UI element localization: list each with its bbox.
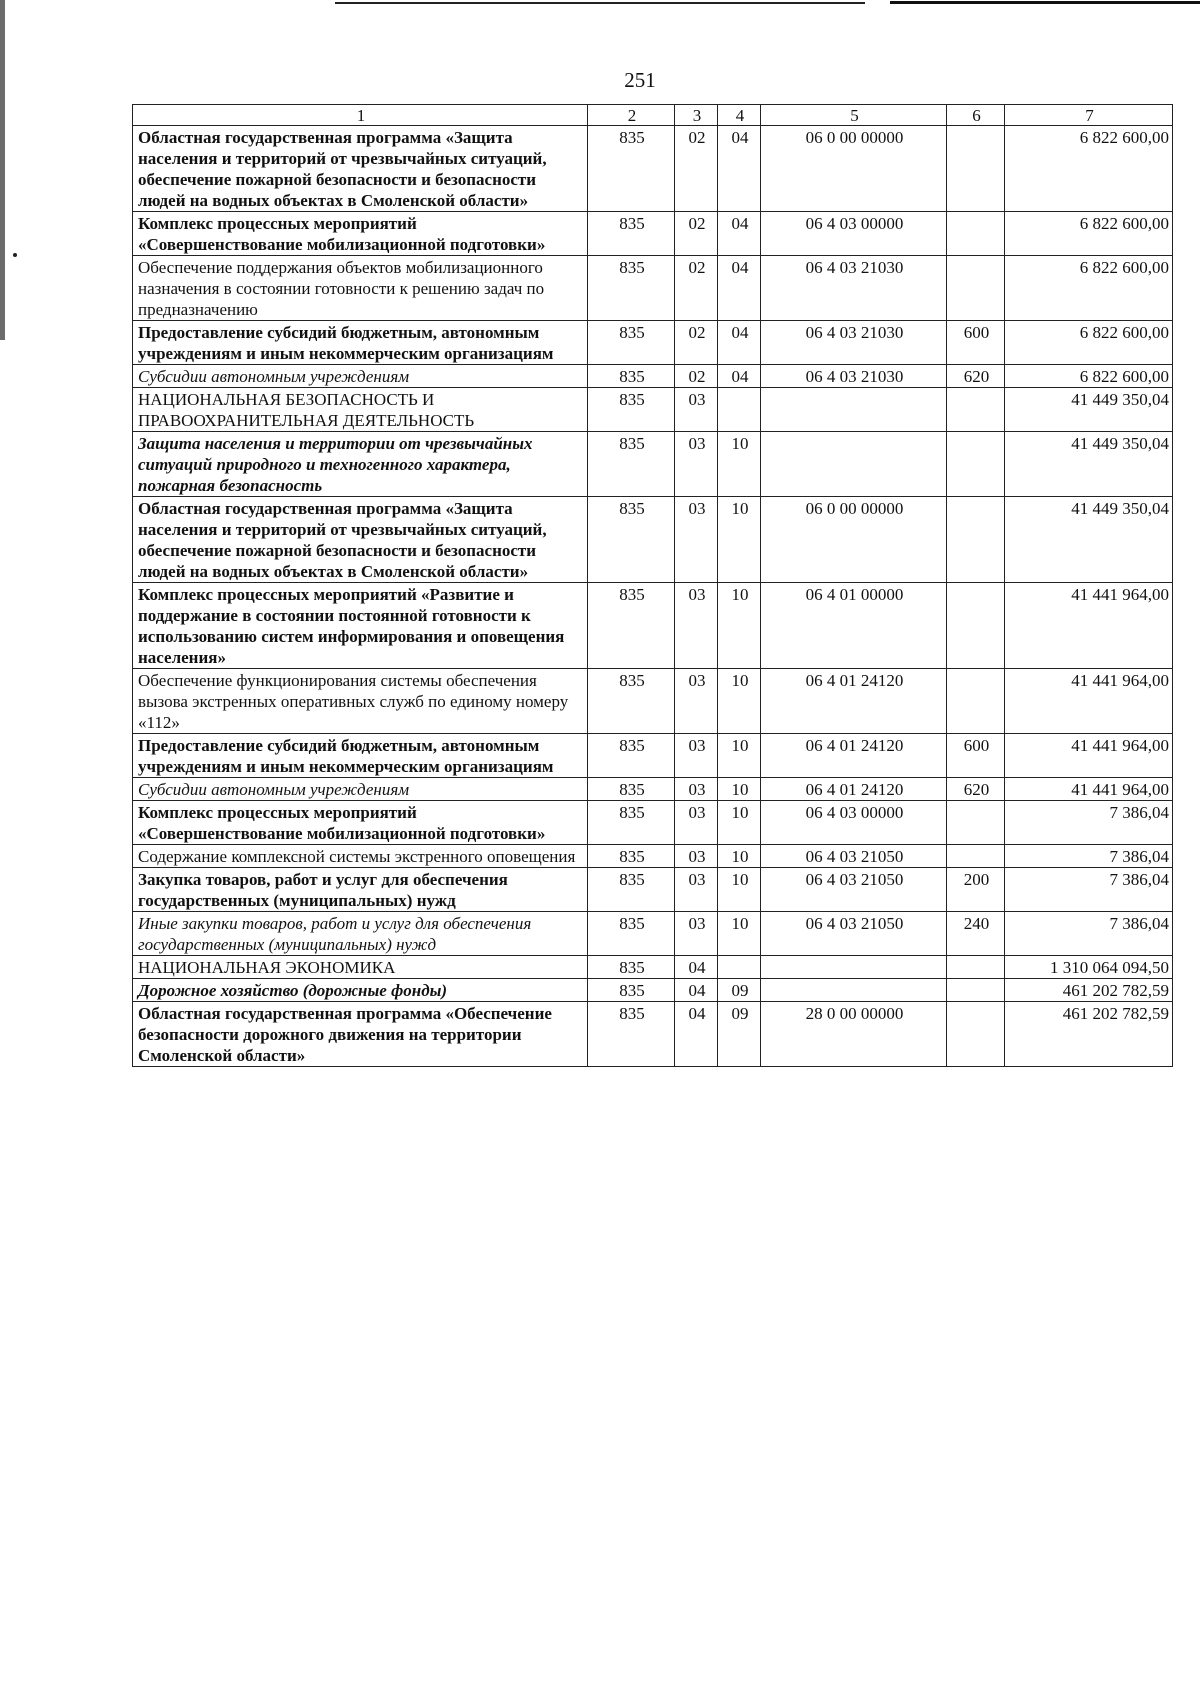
amount: 461 202 782,59 xyxy=(1005,1002,1173,1067)
subsection-code xyxy=(718,388,761,432)
section-code: 03 xyxy=(675,801,718,845)
section-code: 03 xyxy=(675,497,718,583)
section-code: 02 xyxy=(675,256,718,321)
ministry-code: 835 xyxy=(588,583,675,669)
expense-type-code xyxy=(947,956,1005,979)
expense-type-code xyxy=(947,583,1005,669)
item-name: Дорожное хозяйство (дорожные фонды) xyxy=(133,979,588,1002)
table-row xyxy=(133,388,1173,432)
expense-type-code: 600 xyxy=(947,321,1005,365)
ministry-code: 835 xyxy=(588,388,675,432)
section-code: 03 xyxy=(675,845,718,868)
column-header: 7 xyxy=(1005,105,1173,126)
target-article-code: 06 4 01 00000 xyxy=(761,583,947,669)
ministry-code: 835 xyxy=(588,365,675,388)
margin-dot xyxy=(13,253,17,257)
item-name: Предоставление субсидий бюджетным, автономным учреждениям и иным некоммерческим организациям xyxy=(133,321,588,365)
amount: 6 822 600,00 xyxy=(1005,365,1173,388)
table-row xyxy=(133,979,1173,1002)
item-name: Комплекс процессных мероприятий «Развитие и поддержание в состоянии постоянной готовности к использованию систем информирования и оповещения населения» xyxy=(133,583,588,669)
expense-type-code xyxy=(947,845,1005,868)
subsection-code: 10 xyxy=(718,497,761,583)
amount: 6 822 600,00 xyxy=(1005,256,1173,321)
column-header: 6 xyxy=(947,105,1005,126)
target-article-code: 06 4 01 24120 xyxy=(761,778,947,801)
table-row xyxy=(133,432,1173,497)
expense-type-code xyxy=(947,497,1005,583)
expense-type-code xyxy=(947,388,1005,432)
section-code: 02 xyxy=(675,365,718,388)
amount: 7 386,04 xyxy=(1005,845,1173,868)
subsection-code: 10 xyxy=(718,845,761,868)
subsection-code: 04 xyxy=(718,126,761,212)
item-name: Субсидии автономным учреждениям xyxy=(133,778,588,801)
table-row xyxy=(133,126,1173,212)
table-row xyxy=(133,497,1173,583)
budget-table xyxy=(132,104,1173,1067)
column-header: 2 xyxy=(588,105,675,126)
target-article-code: 06 4 03 21030 xyxy=(761,321,947,365)
expense-type-code xyxy=(947,126,1005,212)
item-name: Содержание комплексной системы экстренного оповещения xyxy=(133,845,588,868)
ministry-code: 835 xyxy=(588,432,675,497)
ministry-code: 835 xyxy=(588,321,675,365)
item-name: Комплекс процессных мероприятий «Совершенствование мобилизационной подготовки» xyxy=(133,212,588,256)
item-name: НАЦИОНАЛЬНАЯ БЕЗОПАСНОСТЬ И ПРАВООХРАНИТЕЛЬНАЯ ДЕЯТЕЛЬНОСТЬ xyxy=(133,388,588,432)
ministry-code: 835 xyxy=(588,979,675,1002)
ministry-code: 835 xyxy=(588,126,675,212)
subsection-code: 10 xyxy=(718,734,761,778)
expense-type-code xyxy=(947,801,1005,845)
expense-type-code xyxy=(947,256,1005,321)
ministry-code: 835 xyxy=(588,212,675,256)
subsection-code: 10 xyxy=(718,583,761,669)
table-row xyxy=(133,912,1173,956)
table-row xyxy=(133,868,1173,912)
subsection-code: 10 xyxy=(718,801,761,845)
subsection-code: 04 xyxy=(718,365,761,388)
expense-type-code xyxy=(947,212,1005,256)
target-article-code xyxy=(761,956,947,979)
item-name: Закупка товаров, работ и услуг для обеспечения государственных (муниципальных) нужд xyxy=(133,868,588,912)
section-code: 03 xyxy=(675,432,718,497)
amount: 41 449 350,04 xyxy=(1005,432,1173,497)
target-article-code: 06 4 03 21030 xyxy=(761,365,947,388)
table-row xyxy=(133,1002,1173,1067)
ministry-code: 835 xyxy=(588,497,675,583)
target-article-code: 06 0 00 00000 xyxy=(761,497,947,583)
subsection-code: 10 xyxy=(718,912,761,956)
target-article-code: 06 4 03 00000 xyxy=(761,801,947,845)
expense-type-code: 600 xyxy=(947,734,1005,778)
amount: 7 386,04 xyxy=(1005,868,1173,912)
target-article-code: 06 4 03 21050 xyxy=(761,912,947,956)
column-header: 3 xyxy=(675,105,718,126)
subsection-code: 04 xyxy=(718,321,761,365)
item-name: Областная государственная программа «Обеспечение безопасности дорожного движения на территории Смоленской области» xyxy=(133,1002,588,1067)
item-name: Областная государственная программа «Защита населения и территорий от чрезвычайных ситуаций, обеспечение пожарной безопасности и безопасности людей на водных объектах в Смоленской области» xyxy=(133,497,588,583)
ministry-code: 835 xyxy=(588,801,675,845)
expense-type-code: 620 xyxy=(947,778,1005,801)
expense-type-code: 620 xyxy=(947,365,1005,388)
amount: 41 441 964,00 xyxy=(1005,669,1173,734)
item-name: Комплекс процессных мероприятий «Совершенствование мобилизационной подготовки» xyxy=(133,801,588,845)
section-code: 03 xyxy=(675,388,718,432)
section-code: 03 xyxy=(675,583,718,669)
amount: 6 822 600,00 xyxy=(1005,212,1173,256)
amount: 41 449 350,04 xyxy=(1005,497,1173,583)
column-header: 1 xyxy=(133,105,588,126)
ministry-code: 835 xyxy=(588,1002,675,1067)
item-name: Предоставление субсидий бюджетным, автономным учреждениям и иным некоммерческим организациям xyxy=(133,734,588,778)
amount: 41 441 964,00 xyxy=(1005,734,1173,778)
subsection-code: 10 xyxy=(718,432,761,497)
amount: 7 386,04 xyxy=(1005,801,1173,845)
subsection-code: 04 xyxy=(718,212,761,256)
target-article-code: 28 0 00 00000 xyxy=(761,1002,947,1067)
section-code: 02 xyxy=(675,126,718,212)
table-row xyxy=(133,669,1173,734)
column-header: 5 xyxy=(761,105,947,126)
ministry-code: 835 xyxy=(588,845,675,868)
section-code: 03 xyxy=(675,778,718,801)
target-article-code: 06 4 03 21050 xyxy=(761,845,947,868)
section-code: 02 xyxy=(675,212,718,256)
item-name: Обеспечение поддержания объектов мобилизационного назначения в состоянии готовности к решению задач по предназначению xyxy=(133,256,588,321)
amount: 41 441 964,00 xyxy=(1005,583,1173,669)
amount: 461 202 782,59 xyxy=(1005,979,1173,1002)
page-number: 251 xyxy=(624,68,656,92)
target-article-code xyxy=(761,432,947,497)
subsection-code: 09 xyxy=(718,979,761,1002)
expense-type-code xyxy=(947,979,1005,1002)
ministry-code: 835 xyxy=(588,778,675,801)
target-article-code: 06 4 03 00000 xyxy=(761,212,947,256)
section-code: 04 xyxy=(675,1002,718,1067)
table-row xyxy=(133,734,1173,778)
target-article-code: 06 4 01 24120 xyxy=(761,669,947,734)
scan-left-edge xyxy=(0,0,5,340)
ministry-code: 835 xyxy=(588,669,675,734)
subsection-code: 10 xyxy=(718,669,761,734)
amount: 7 386,04 xyxy=(1005,912,1173,956)
section-code: 04 xyxy=(675,956,718,979)
amount: 6 822 600,00 xyxy=(1005,126,1173,212)
scan-top-line xyxy=(890,1,1200,4)
section-code: 03 xyxy=(675,868,718,912)
subsection-code: 04 xyxy=(718,256,761,321)
subsection-code: 10 xyxy=(718,868,761,912)
item-name: Защита населения и территории от чрезвычайных ситуаций природного и техногенного характера, пожарная безопасность xyxy=(133,432,588,497)
table-row xyxy=(133,212,1173,256)
section-code: 04 xyxy=(675,979,718,1002)
target-article-code: 06 4 03 21030 xyxy=(761,256,947,321)
table-row xyxy=(133,778,1173,801)
expense-type-code xyxy=(947,432,1005,497)
amount: 41 441 964,00 xyxy=(1005,778,1173,801)
ministry-code: 835 xyxy=(588,956,675,979)
target-article-code: 06 4 03 21050 xyxy=(761,868,947,912)
subsection-code xyxy=(718,956,761,979)
table-row xyxy=(133,801,1173,845)
section-code: 03 xyxy=(675,669,718,734)
target-article-code: 06 4 01 24120 xyxy=(761,734,947,778)
expense-type-code xyxy=(947,1002,1005,1067)
table-header-row xyxy=(133,105,1173,126)
section-code: 03 xyxy=(675,734,718,778)
section-code: 03 xyxy=(675,912,718,956)
ministry-code: 835 xyxy=(588,734,675,778)
expense-type-code: 200 xyxy=(947,868,1005,912)
table-row xyxy=(133,845,1173,868)
scan-top-line xyxy=(335,2,865,4)
section-code: 02 xyxy=(675,321,718,365)
expense-type-code xyxy=(947,669,1005,734)
target-article-code xyxy=(761,979,947,1002)
item-name: Субсидии автономным учреждениям xyxy=(133,365,588,388)
item-name: Обеспечение функционирования системы обеспечения вызова экстренных оперативных служб по единому номеру «112» xyxy=(133,669,588,734)
item-name: НАЦИОНАЛЬНАЯ ЭКОНОМИКА xyxy=(133,956,588,979)
target-article-code xyxy=(761,388,947,432)
table-row xyxy=(133,365,1173,388)
expense-type-code: 240 xyxy=(947,912,1005,956)
amount: 6 822 600,00 xyxy=(1005,321,1173,365)
ministry-code: 835 xyxy=(588,256,675,321)
item-name: Иные закупки товаров, работ и услуг для обеспечения государственных (муниципальных) нужд xyxy=(133,912,588,956)
target-article-code: 06 0 00 00000 xyxy=(761,126,947,212)
table-row xyxy=(133,956,1173,979)
subsection-code: 10 xyxy=(718,778,761,801)
ministry-code: 835 xyxy=(588,912,675,956)
table-row xyxy=(133,321,1173,365)
table-row xyxy=(133,583,1173,669)
column-header: 4 xyxy=(718,105,761,126)
amount: 41 449 350,04 xyxy=(1005,388,1173,432)
table-row xyxy=(133,256,1173,321)
amount: 1 310 064 094,50 xyxy=(1005,956,1173,979)
ministry-code: 835 xyxy=(588,868,675,912)
subsection-code: 09 xyxy=(718,1002,761,1067)
item-name: Областная государственная программа «Защита населения и территорий от чрезвычайных ситуаций, обеспечение пожарной безопасности и безопасности людей на водных объектах в Смоленской области» xyxy=(133,126,588,212)
